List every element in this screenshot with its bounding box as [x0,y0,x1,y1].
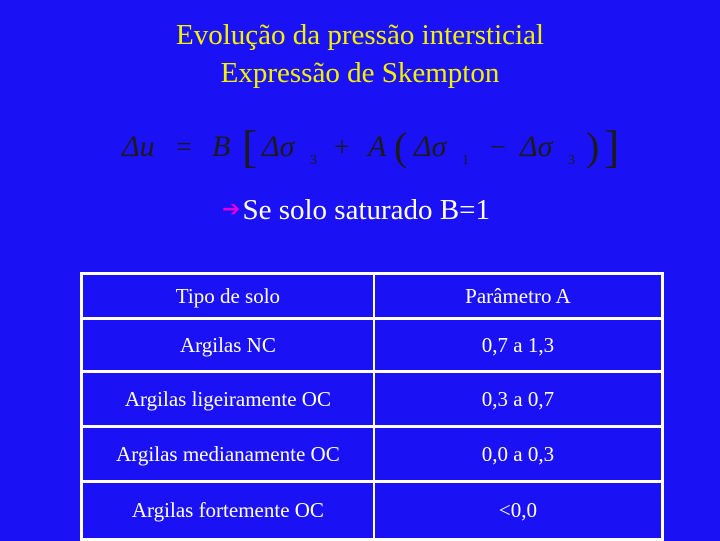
formula-lhs: Δu [122,130,155,163]
table-row [82,319,663,372]
skempton-formula [112,116,632,180]
table-row [82,427,663,482]
formula-paren-open: ( [394,124,408,169]
title-line-2: Expressão de Skempton [220,57,500,89]
formula-paren-close: ) [586,124,600,169]
title-line-1: Evolução da pressão intersticial [175,19,544,51]
arrow-right-icon: ➔ [222,197,241,222]
formula-sub-3b: 3 [568,153,575,168]
bullet-saturated-soil [222,192,490,228]
table-row [82,482,663,540]
bullet-text: Se solo saturado B=1 [242,194,490,226]
formula-sub-1: 1 [462,153,469,168]
table-header-row [82,274,663,319]
parameter-A-table [80,272,664,541]
formula-delta-sigma-3b: Δσ [520,130,553,163]
table-cell-parameter: 0,7 a 1,3 [374,319,663,372]
formula-B: B [212,130,231,163]
formula-delta-sigma-3a: Δσ [262,130,295,163]
table-cell-parameter: 0,0 a 0,3 [374,427,663,482]
formula-sub-3a: 3 [310,153,317,168]
formula-bracket-open: [ [242,121,258,172]
formula-equals: = [176,132,192,163]
formula-plus: + [334,132,350,163]
table-cell-soil-type: Argilas medianamente OC [82,427,374,482]
table-cell-soil-type: Argilas fortemente OC [82,482,374,540]
formula-bracket-close: ] [604,121,620,172]
table-cell-soil-type: Argilas ligeiramente OC [82,372,374,427]
formula-minus: − [490,132,506,163]
table-header-cell: Parâmetro A [374,274,663,319]
table-cell-parameter: 0,3 a 0,7 [374,372,663,427]
slide-title [0,16,720,92]
formula-svg [112,116,632,180]
table-cell-soil-type: Argilas NC [82,319,374,372]
table-header-cell: Tipo de solo [82,274,374,319]
table-row [82,372,663,427]
formula-A: A [368,130,387,163]
table-cell-parameter: <0,0 [374,482,663,540]
formula-delta-sigma-1: Δσ [414,130,447,163]
